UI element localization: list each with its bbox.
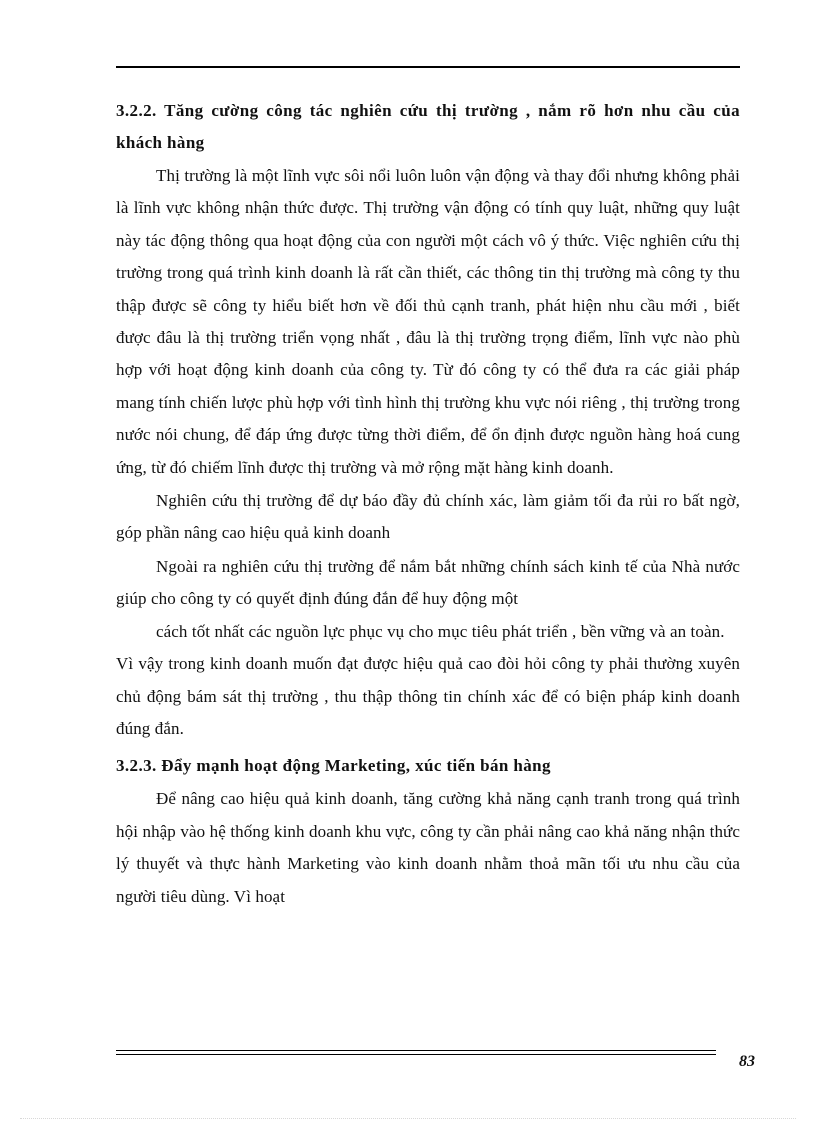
section-heading-3-2-3: 3.2.3. Đẩy mạnh hoạt động Marketing, xúc tiến bán hàng — [116, 756, 551, 776]
paragraph-conclusion: Vì vậy trong kinh doanh muốn đạt được hiệu quả cao đòi hỏi công ty phải thường xuyên chủ động bám sát thị trường , thu thập thông tin chính xác để có biện pháp kinh doanh đúng đắn. — [116, 654, 740, 738]
page-number: 83 — [739, 1053, 755, 1070]
header-rule — [116, 66, 740, 68]
paragraph-marketing: Để nâng cao hiệu quả kinh doanh, tăng cường khả năng cạnh tranh trong quá trình hội nhập vào hệ thống kinh doanh khu vực, công ty cần phải nâng cao khả năng nhận thức lý thuyết và thực hành Marketing vào kinh doanh nhằm thoả mãn tối ưu nhu cầu của người tiêu dùng. Vì hoạt — [116, 789, 740, 906]
paragraph-market-overview: Thị trường là một lĩnh vực sôi nổi luôn luôn vận động và thay đổi nhưng không phải là lĩnh vực không nhận thức được. Thị trường vận động có tính quy luật, những quy luật này tác động thông qua hoạt động của con người một cách vô ý thức. Việc nghiên cứu thị trường trong quá trình kinh doanh là rất cần thiết, các thông tin thị trường mà công ty thu thập được sẽ công ty hiểu biết hơn về đối thủ cạnh tranh, phát hiện nhu cầu mới , biết được đâu là thị trường triển vọng nhất , đâu là thị trường trọng điểm, lĩnh vực nào phù hợp với hoạt động kinh doanh của công ty. Từ đó công ty có thể đưa ra các giải pháp mang tính chiến lược phù hợp với tình hình thị trường khu vực nói riêng , thị trường trong nước nói chung, để đáp ứng được từng thời điểm, để ổn định được nguồn hàng hoá cung ứng, từ đó chiếm lĩnh được thị trường và mở rộng mặt hàng kinh doanh. — [116, 166, 740, 477]
page-content — [116, 95, 740, 913]
paragraph-state-policy: Ngoài ra nghiên cứu thị trường để nắm bắt những chính sách kinh tế của Nhà nước giúp cho công ty có quyết định đúng đắn để huy động một — [116, 556, 740, 609]
paragraph-market-forecast: Nghiên cứu thị trường để dự báo đầy đủ chính xác, làm giảm tối đa rủi ro bất ngờ, góp phần nâng cao hiệu quả kinh doanh — [116, 491, 740, 543]
section-heading-3-2-2: 3.2.2. Tăng cường công tác nghiên cứu thị trường , nắm rõ hơn nhu cầu của khách hàng — [116, 101, 740, 152]
footer-rule — [116, 1050, 716, 1055]
page-edge-divider — [20, 1118, 796, 1119]
paragraph-resources: cách tốt nhất các nguồn lực phục vụ cho mục tiêu phát triển , bền vững và an toàn. — [156, 621, 725, 641]
